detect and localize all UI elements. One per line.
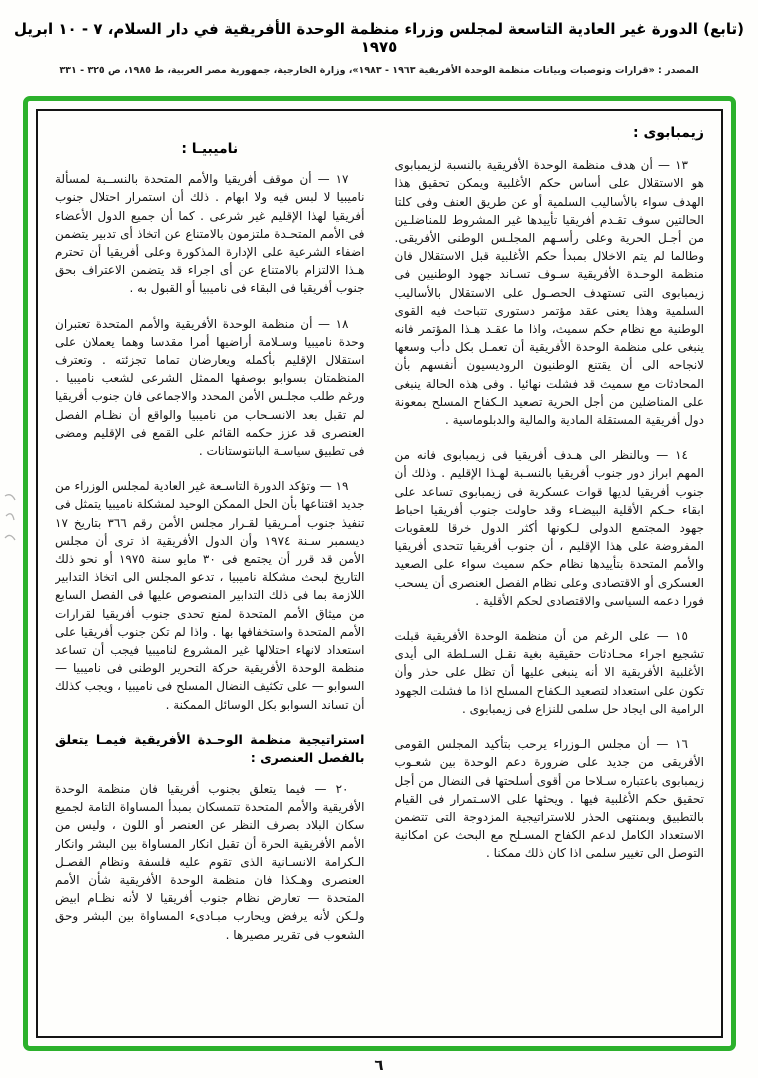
namibia-column	[55, 124, 365, 1026]
zimbabwe-heading: زيمبابوى :	[632, 125, 704, 141]
paragraph-19: ١٩ — وتؤكد الدورة التاسـعة غير العادية لمجلس الوزراء من جديد اقتناعها بأن الحل الممكن الوحيد لمشكلة ناميبيا يتمثل فى تنفيذ جنوب أمـريقيا لقـرار مجلس الأمن رقم ٣٦٦ بتاريخ ١٧ ديسمبر سـنة ١٩٧٤ وأن الدول الأفريقية اذ ترى أن مجلس الأمن قد قرر أن يجتمع فى ٣٠ مايو سنة ١٩٧٥ أو نحو ذلك التاريخ لبحث مشكلة ناميبيا ، تدعو المجلس الى اتخاذ التدابير اللازمة بما فى ذلك التدابير المنصوص عليها فى الفصل السابع من ميثاق الأمم المتحدة لمنع تحدى جنوب أفريقيا لقرارات الأمم المتحدة واستخفافها بها . واذا لم تكن جنوب أفريقيا على استعداد لانهاء احتلالها غير المشروع لناميبيا فيجب أن تساعد منظمة الوحدة الأفريقية حركة التحرير الوطنى فى ناميبيا — السوابو — على تكثيف النضال المسلح فى ناميبيا ، ويجب كذلك أن تساند السوابو بكل الوسائل الممكنة .	[55, 479, 365, 712]
namibia-heading: ناميبيـا :	[181, 141, 239, 157]
paragraph-20: ٢٠ — فيما يتعلق بجنوب أفريقيا فان منظمة الوحدة الأفريقية والأمم المتحدة تتمسكان بمبدأ المساواة التامة لجميع سكان البلاد بصرف النظر عن العنصر أو اللون ، وليس من الأمم الأفريقية الحرة أن تقبل انكار المساواة بين البشر وانكار الـكرامة الانسـانية الذى تقوم عليه فلسفة ونظام الفصـل العنصرى وهـكذا فان منظمة الوحدة الأفريقية شأن الأمم المتحدة — تعارض نظام جنوب أفريقيا لا لأنه نظـام ابيض ولـكن لأنه يرفض ويحارب مبـادىء المساواة بين البشر وحق الشعوب فى تقرير مصيرها .	[55, 781, 365, 942]
page-header	[0, 0, 758, 76]
apartheid-strategy-subheading: استراتيجية منظمة الوحـدة الأفريقية فيمـا يتعلق بالفصل العنصرى :	[55, 731, 365, 765]
paragraph-14: ١٤ — وبالنظر الى هـدف أفريقيا فى زيمبابوى فانه من المهم ابراز دور جنوب أفريقيا بالنسـبة لهـذا الإقليم . وذلك أن جنوب أفريقيا لديها قوات عسكرية فى زيمبابوى تساعد على ابقاء حـكم الأقلية البيضـاء وقد حاولت جنوب أفريقيا احباط جهود المجتمع الدولى لـكونها أكثر الدول خرقا للعقوبات المفروضة على هذا الإقليم ، أن جنوب أفريقيا تتحدى أفريقيا والأمم المتحدة بتأييدها نظام حكم سميث سواء على الصعيد العسكرى أو الاقتصادى وعلى نظام الفصل العنصرى أن يسحب فورا دعمه السياسى والاقتصادى لحكم الأقلية .	[394, 448, 704, 608]
handwritten-margin-marks	[2, 490, 20, 560]
document-source-line: المصدر : «قرارات وتوصيات وبيانات منظمة الوحدة الأفريقية ١٩٦٣ - ١٩٨٣»، وزارة الخارجية، جمهورية مصر العربية، ط ١٩٨٥، ص ٣٢٥ - ٣٣١	[59, 65, 699, 76]
page-number: ٦	[374, 1056, 384, 1074]
paragraph-16: ١٦ — أن مجلس الـوزراء يرحب بتأكيد المجلس القومى الأفريقى من جديد على ضرورة دعم الوحدة بين شعـوب زيمبابوى باعتباره سـلاحا من أقوى أسلحتها فى النضال من أجل تحقيق حكم الأغلبية فيها . ويحثها على الاسـتمرار فى القيام بالتطبيق وبمنتهى الحذر للاستراتيجية المزدوجة التى تتضمن الاستعداد الكامل لدعم الكفاح المسـلح مع البحث عن امكانية التوصل الى تغيير سلمى اذا كان ذلك ممكنا .	[394, 737, 704, 861]
paragraph-15: ١٥ — على الرغم من أن منظمة الوحدة الأفريقية قبلت تشجيع اجراء محـادثات حقيقية بغية نقـل السـلطة الى أيدى الأغلبية الأفريقية الا أنه ينبغى عليها أن تظل على حذر وأن تكون على استعداد لتصعيد الـكفاح المسلح اذا ما فشلت الجهود الرامية الى ايجاد حل سلمى للنزاع فى زيمبابوى .	[394, 629, 704, 716]
two-column-text	[55, 124, 704, 1026]
inner-border-frame	[36, 109, 723, 1038]
zimbabwe-column	[395, 124, 705, 1026]
document-title: (تابع) الدورة غير العادية التاسعة لمجلس وزراء منظمة الوحدة الأفريقية في دار السلام، ٧ - ١٠ ابريل ١٩٧٥	[13, 20, 745, 56]
paragraph-17: ١٧ — أن موقف أفريقيا والأمم المتحدة بالنســبة لمسألة ناميبيا لا لبس فيه ولا ابهام . ذلك أن استمرار احتلال جنوب أفريقيا لهذا الإقليم غير شرعى . كما أن جميع الدول الأعضاء فى الأمم المتحـدة ملتزمون بالامتناع عن اتخاذ أى تدبير يتضمن اضفاء الشرعية على الإدارة المذكورة وعلى أفريقيا أن تحترم هـذا الالتزام بالامتناع عن أى اجراء قد يتضمن الاعتراف بحق جنوب أفريقيا فى البقاء فى ناميبيا أو القبول به .	[55, 172, 365, 296]
green-border-frame	[23, 96, 736, 1051]
paragraph-18: ١٨ — أن منظمة الوحدة الأفريقية والأمم المتحدة تعتبران وحدة ناميبيا وسـلامة أراضيها أمرا مقدسا وهما يعملان على استقلال الإقليم بأكمله ويعارضان تماما تجزئته . وتعترف المنظمتان بسوابو بوصفها الممثل الشرعى لشعب ناميبيا . ورغم طلب مجلـس الأمن المحدد والاجماعى فان جنوب أفريقيا لم تقبل بعد الانسـحاب من ناميبيا والواقع أن نظـام الفصل العنصرى قد عزز حكمه القائم على القمع فى الإقليم ومضى فى تطبيق سياسـة البانتوستانات .	[55, 316, 365, 459]
paragraph-13: ١٣ — أن هدف منظمة الوحدة الأفريقية بالنسبة لزيمبابوى هو الاستقلال على أساس حكم الأغلبية ويمكن تحقيق هذا الهدف سواء بالأساليب السلمية أو عن طريق العنف وفى كلتا الحالتين سوف تقـدم أفريقيا تأييدها غير المشروط للمناضلـين من أجـل الحرية وعلى رأسـهم المجلـس الوطنى الأفريقى. وطالما لم يتم الاخلال بمبدأ حكم الأغلبية قبل الاستقلال فان منظمة الوحـدة الأفريقية سـوف تسـاند جهود الوطنيين فى زيمبابوى التى تستهدف الحصـول على الاستقلال بالأساليب السلمية وهذا يعنى عقد مؤتمر دستورى تتباحث فيه القوى الوطنية مع نظام حكم سميث، واذا ما عقـد هـذا المؤتمر فانه ينبغى على منظمة الوحدة الأفريقية أن تعمـل بكل دأب وسعها لانجاحه الى أن يقتنع الوطنيون الروديسيون أنفسهم بأن المحادثات مع سميث قد فشلت نهائيا . وفى هذه الحالة ينبغى على المناضلين من أجل الحرية تصعيد الـكفاح المسلح بمعونة دول أفريقية المستقلة المادية والمالية والدبلوماسية .	[394, 158, 704, 428]
